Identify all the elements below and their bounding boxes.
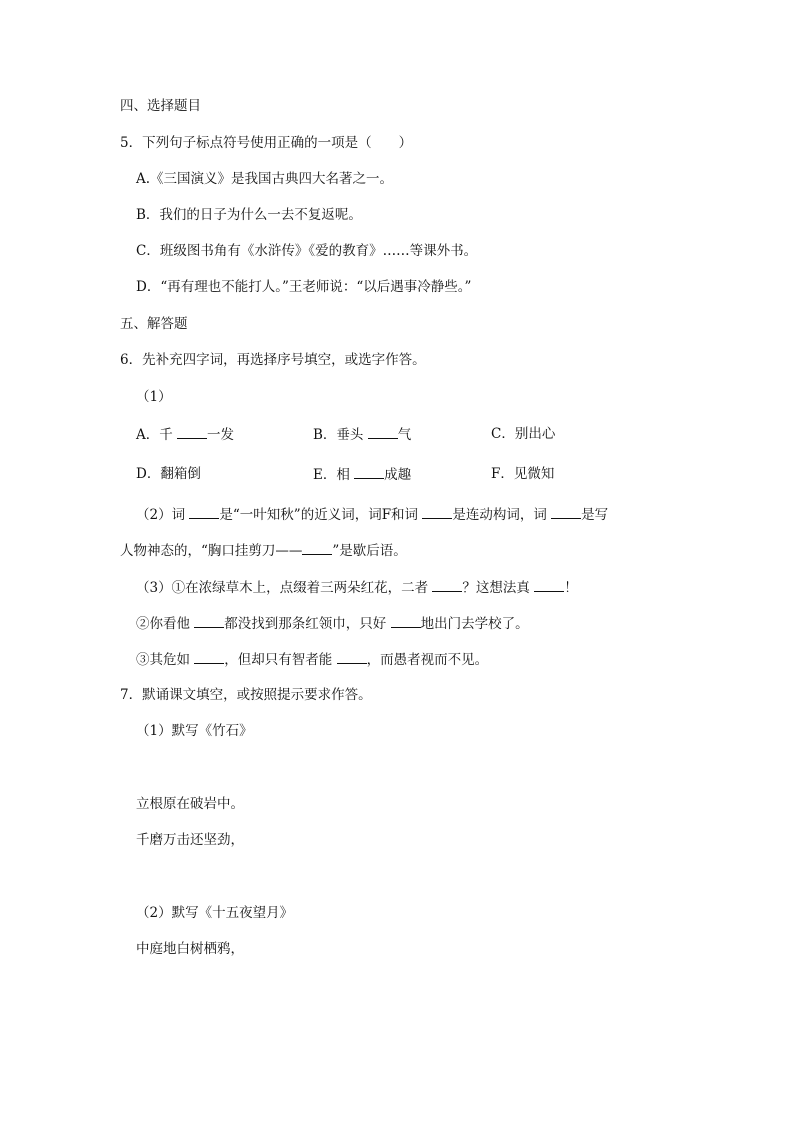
blank[interactable] (534, 578, 564, 592)
blank[interactable] (177, 425, 207, 439)
q6-part2-line2: 人物神态的，“胸口挂剪刀—— ”是歇后语。 (120, 543, 407, 559)
q7-stem: 7．默诵课文填空，或按照提示要求作答。 (120, 687, 372, 703)
q5-option-a: A.《三国演义》是我国古典四大名著之一。 (136, 171, 394, 187)
section5-heading: 五、解答题 (120, 316, 188, 332)
q6-stem: 6．先补充四字词，再选择序号填空，或选字作答。 (120, 352, 426, 368)
blank[interactable] (551, 505, 581, 519)
q5-option-d: D．“再有理也不能打人。”王老师说：“以后遇事冷静些。” (136, 279, 472, 295)
word-a: A．千 一发 (136, 427, 235, 443)
blank[interactable] (194, 614, 224, 628)
q7-part1-label: （1）默写《竹石》 (136, 723, 253, 739)
section4-heading: 四、选择题目 (120, 98, 201, 114)
q6-part2-line1: （2）词 是“一叶知秋”的近义词，词F和词 是连动构词，词 是写 (136, 507, 609, 523)
word-b: B．垂头 气 (313, 427, 412, 443)
q6-part3-line2: ②你看他 都没找到那条红领巾，只好 地出门去学校了。 (136, 616, 529, 632)
blank[interactable] (354, 465, 384, 479)
blank[interactable] (302, 541, 332, 555)
blank[interactable] (194, 650, 224, 664)
q6-part3-line3: ③其危如 ，但却只有智者能 ，而愚者视而不见。 (136, 652, 489, 668)
blank[interactable] (368, 425, 398, 439)
blank[interactable] (189, 505, 219, 519)
blank[interactable] (391, 614, 421, 628)
blank[interactable] (337, 650, 367, 664)
blank[interactable] (422, 505, 452, 519)
q7-part2-label: （2）默写《十五夜望月》 (136, 905, 294, 921)
word-d: D．翻箱倒 (136, 466, 201, 482)
word-e: E．相 成趣 (313, 467, 412, 483)
q6-part3-line1: （3）①在浓绿草木上，点缀着三两朵红花，二者 ？这想法真 ！ (136, 580, 578, 596)
word-f: F．见微知 (491, 466, 555, 482)
q5-option-b: B．我们的日子为什么一去不复返呢。 (136, 207, 362, 223)
poem1-line1: 立根原在破岩中。 (136, 796, 244, 812)
q6-part1-label: （1） (136, 389, 172, 405)
word-c: C．别出心 (491, 426, 556, 442)
blank[interactable] (432, 578, 462, 592)
poem1-line2: 千磨万击还坚劲， (136, 832, 244, 848)
q5-stem: 5．下列句子标点符号使用正确的一项是（ ） (120, 135, 413, 151)
q5-option-c: C．班级图书角有《水浒传》《爱的教育》……等课外书。 (136, 243, 478, 259)
poem2-line1: 中庭地白树栖鸦， (136, 941, 244, 957)
